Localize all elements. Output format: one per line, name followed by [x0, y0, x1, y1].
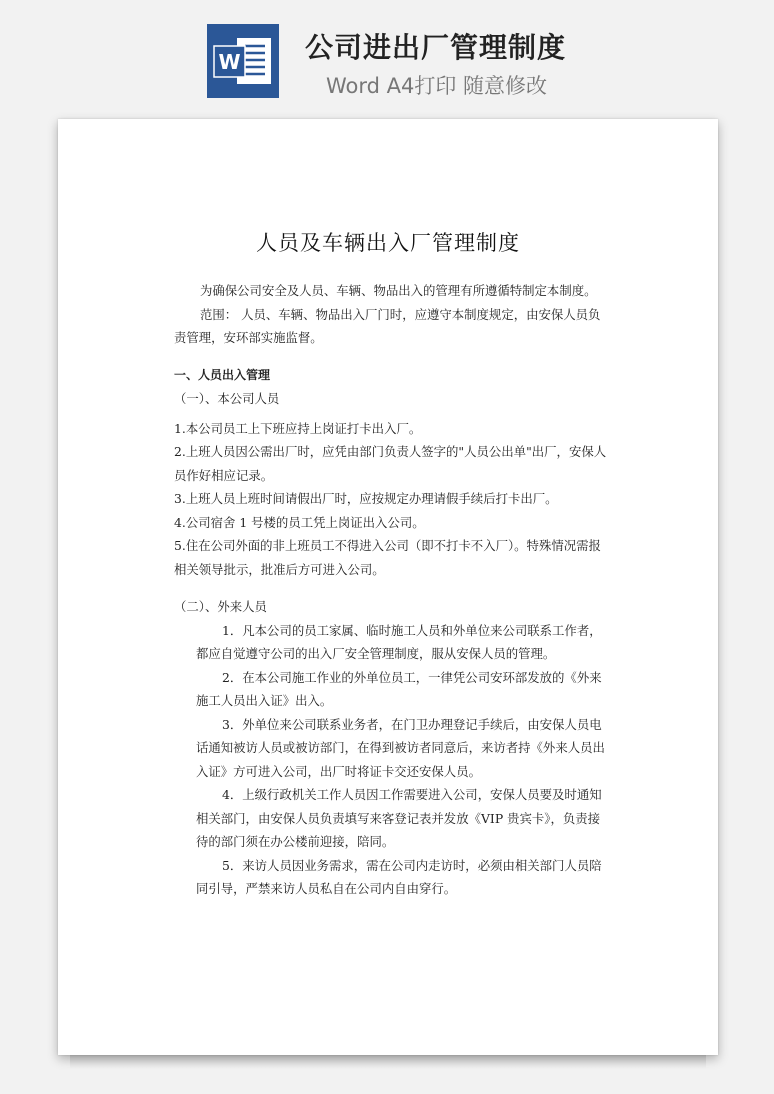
svg-text:W: W: [218, 50, 241, 74]
list-item: 5．来访人员因业务需求，需在公司内走访时，必须由相关部门人员陪同引导，严禁来访人员私自在公司内自由穿行。: [196, 857, 602, 896]
scope-paragraph: 范围： 人员、车辆、物品出入厂门时，应遵守本制度规定，由安保人员负责管理，安环部实施监督。: [174, 306, 601, 345]
page-shadow: [70, 1055, 706, 1069]
list-item: 4.公司宿舍 1 号楼的员工凭上岗证出入公司。: [174, 514, 425, 530]
list-item: 5.住在公司外面的非上班员工不得进入公司（即不打卡不入厂）。特殊情况需报相关领导批示，批准后方可进入公司。: [174, 538, 601, 577]
intro-paragraph: 为确保公司安全及人员、车辆、物品出入的管理有所遵循特制定本制度。: [200, 283, 597, 298]
list-item: 2.上班人员因公需出厂时，应凭由部门负责人签字的"人员公出单"出厂，安保人员作好相应记录。: [174, 444, 607, 483]
header: [0, 0, 774, 110]
list-item: 4．上级行政机关工作人员因工作需要进入公司，安保人员要及时通知相关部门，由安保人员负责填写来客登记表并发放《VIP 贵宾卡》，负责接待的部门须在办公楼前迎接，陪同。: [196, 787, 602, 849]
list-item: 3．外单位来公司联系业务者，在门卫办理登记手续后，由安保人员电话通知被访人员或被访部门，在得到被访者同意后，来访者持《外来人员出入证》方可进入公司，出厂时将证卡交还安保人员。: [196, 716, 605, 779]
header-subtitle: Word A4打印 随意修改: [326, 74, 548, 98]
word-icon: [207, 24, 279, 98]
section-heading-personnel: 一、人员出入管理: [174, 367, 271, 382]
list-item: 2．在本公司施工作业的外单位员工，一律凭公司安环部发放的《外来施工人员出入证》出入。: [196, 669, 602, 708]
document-body: [174, 279, 610, 901]
list-item: 3.上班人员上班时间请假出厂时，应按规定办理请假手续后打卡出厂。: [174, 491, 558, 506]
list-item: 1．凡本公司的员工家属、临时施工人员和外单位来公司联系工作者，都应自觉遵守公司的出入厂安全管理制度，服从安保人员的管理。: [196, 622, 602, 661]
list-item: 1.本公司员工上下班应持上岗证打卡出入厂。: [174, 420, 422, 436]
subsection-heading-staff: （一）、本公司人员: [174, 391, 280, 406]
document-page: [58, 119, 718, 1055]
header-title: 公司进出厂管理制度: [305, 31, 567, 64]
document-title: 人员及车辆出入厂管理制度: [256, 231, 520, 255]
subsection-heading-visitors: （二）、外来人员: [174, 599, 267, 614]
